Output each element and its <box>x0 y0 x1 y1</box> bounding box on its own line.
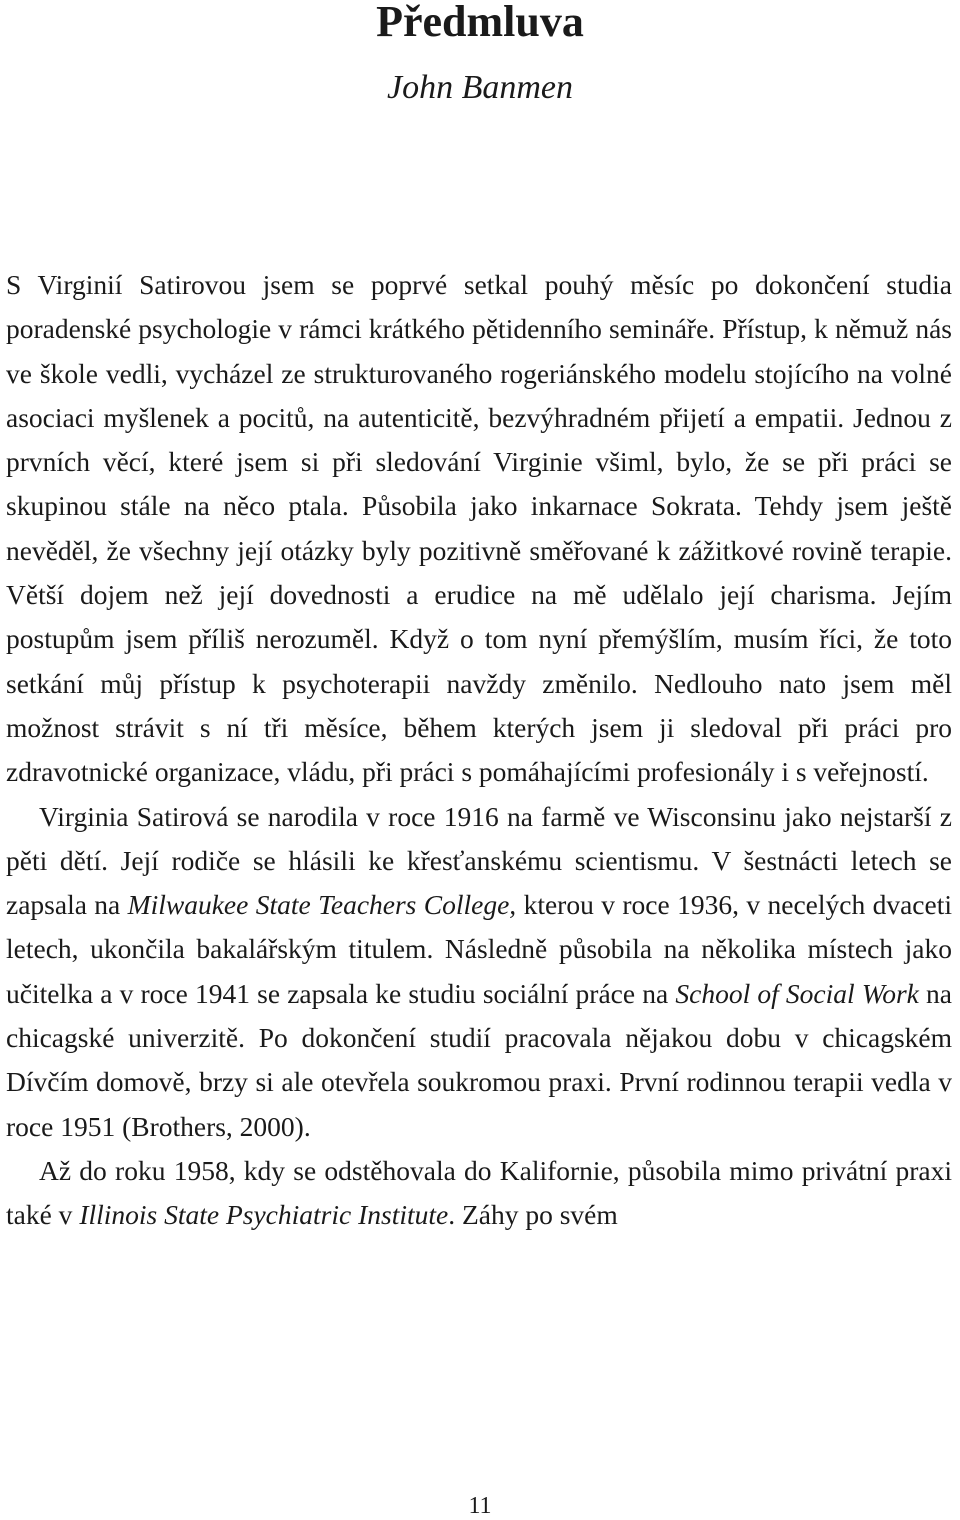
paragraph-text: S Virginií Satirovou jsem se poprvé setkal pouhý měsíc po dokončení studia poradenské psychologie v rámci krátkého pětidenního semináře. Přístup, k němuž nás ve škole vedli, vycházel ze strukturovaného rogeriánského modelu stojícího na volné asociaci myšlenek a pocitů, na autenticitě, bezvýhradném přijetí a empatii. Jednou z prvních věcí, které jsem si při sledování Virginie všiml, bylo, že se při práci se skupinou stále na něco ptala. Působila jako inkarnace Sokrata. Tehdy jsem ještě nevěděl, že všechny její otázky byly pozitivně směřované k zážitkové rovině terapie. Větší dojem než její dovednosti a erudice na mě udělalo její charisma. Jejím postupům jsem příliš nerozuměl. Když o tom nyní přemýšlím, musím říci, že toto setkání můj přístup k psychoterapii navždy změnilo. Nedlouho nato jsem měl možnost strávit s ní tři měsíce, během kterých jsem ji sledoval při práci pro zdravotnické organizace, vládu, při práci s pomáhajícími profesionály i s veřejností. <box>6 269 952 788</box>
institution-name: Milwaukee State Teachers College, <box>127 889 517 921</box>
institution-name: Illinois State Psychiatric Institute <box>79 1199 449 1231</box>
paragraph-3 <box>6 1149 952 1238</box>
page-title: Předmluva <box>376 0 584 46</box>
paragraph-2 <box>6 795 952 1149</box>
page-number: 11 <box>468 1493 492 1519</box>
author-name: John Banmen <box>386 69 573 106</box>
paragraph-text: na chicagské univerzitě. Po dokončení studií pracovala nějakou dobu v chicagském Dívčím domově, brzy si ale otevřela soukromou praxi. První rodinnou terapii vedla v roce 1951 (Brothers, 2000). <box>6 977 952 1142</box>
paragraph-text: Virginia Satirová se narodila v roce 1916 na farmě ve Wisconsinu jako nejstarší z pěti dětí. Její rodiče se hlásili ke křesťanskému scientismu. V šestnácti letech se zapsala na <box>6 800 952 921</box>
paragraph-text: . Záhy po svém <box>448 1199 618 1231</box>
institution-name: School of Social Work <box>675 977 919 1009</box>
body-text <box>6 263 952 1238</box>
paragraph-text: Až do roku 1958, kdy se odstěhovala do Kalifornie, působila mimo privátní praxi také v <box>6 1154 952 1231</box>
paragraph-1 <box>6 263 952 795</box>
paragraph-text: kterou v roce 1936, v necelých dvaceti letech, ukončila bakalářským titulem. Následně působila na několika místech jako učitelka a v roce 1941 se zapsala ke studiu sociální práce na <box>6 889 953 1009</box>
